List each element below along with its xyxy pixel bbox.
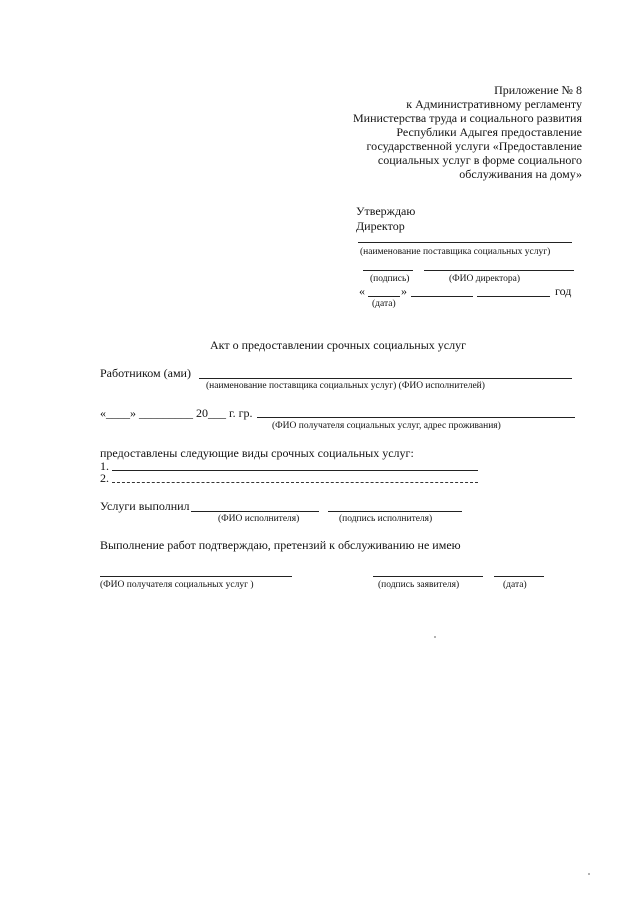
director-signature-line xyxy=(363,270,413,271)
applicant-sign-line xyxy=(373,576,483,577)
date-open-quote: « xyxy=(359,284,365,298)
year-word: год xyxy=(555,284,572,298)
appendix-regulation: к Административному регламенту xyxy=(406,97,582,111)
appendix-home-service: обслуживания на дому» xyxy=(459,167,582,181)
applicant-sign-caption: (подпись заявителя) xyxy=(378,580,460,590)
date-month-line xyxy=(411,296,473,297)
performer-name-caption: (ФИО исполнителя) xyxy=(218,514,300,524)
date-close-quote: » xyxy=(401,284,407,298)
recipient-name-line xyxy=(100,576,292,577)
worker-line xyxy=(199,378,572,379)
provider-name-caption: (наименование поставщика социальных услуг) xyxy=(360,247,551,257)
recipient-line xyxy=(257,417,575,418)
appendix-republic: Республики Адыгея предоставление xyxy=(396,125,582,139)
worker-caption: (наименование поставщика социальных услуг) (ФИО исполнителей) xyxy=(206,381,485,391)
appendix-social-form: социальных услуг в форме социального xyxy=(377,153,582,167)
director-label: Директор xyxy=(356,219,405,233)
final-date-line xyxy=(494,576,544,577)
appendix-ministry: Министерства труда и социального развития xyxy=(352,111,582,125)
services-intro: предоставлены следующие виды срочных социальных услуг: xyxy=(100,446,414,460)
performer-sign-caption: (подпись исполнителя) xyxy=(339,514,433,524)
provider-name-line xyxy=(358,242,572,243)
confirmation-text: Выполнение работ подтверждаю, претензий к обслуживанию не имею xyxy=(100,538,461,552)
appendix-number: Приложение № 8 xyxy=(494,83,582,97)
service-item-2-line xyxy=(112,482,478,483)
act-date-line: «____» _________ 20___ г. гр. xyxy=(100,406,253,420)
scan-speck xyxy=(588,873,590,875)
director-name-caption: (ФИО директора) xyxy=(449,274,521,284)
signature-caption: (подпись) xyxy=(370,274,410,284)
date-year-line xyxy=(477,296,550,297)
director-name-line xyxy=(424,270,574,271)
date-day-line xyxy=(368,296,400,297)
performed-label: Услуги выполнил xyxy=(100,499,190,513)
approve-label: Утверждаю xyxy=(356,204,416,218)
final-date-caption: (дата) xyxy=(503,580,527,590)
performer-name-line xyxy=(191,511,319,512)
service-item-2-number: 2. xyxy=(100,471,109,485)
recipient-name-caption: (ФИО получателя социальных услуг ) xyxy=(100,580,254,590)
performer-sign-line xyxy=(328,511,462,512)
act-title: Акт о предоставлении срочных социальных услуг xyxy=(210,338,467,352)
appendix-service: государственной услуги «Предоставление xyxy=(366,139,582,153)
service-item-1-line xyxy=(112,470,478,471)
recipient-caption: (ФИО получателя социальных услуг, адрес проживания) xyxy=(272,421,501,431)
service-item-1-number: 1. xyxy=(100,459,109,473)
scan-speck xyxy=(434,636,436,638)
date-caption: (дата) xyxy=(372,299,396,309)
worker-label: Работником (ами) xyxy=(100,366,191,380)
